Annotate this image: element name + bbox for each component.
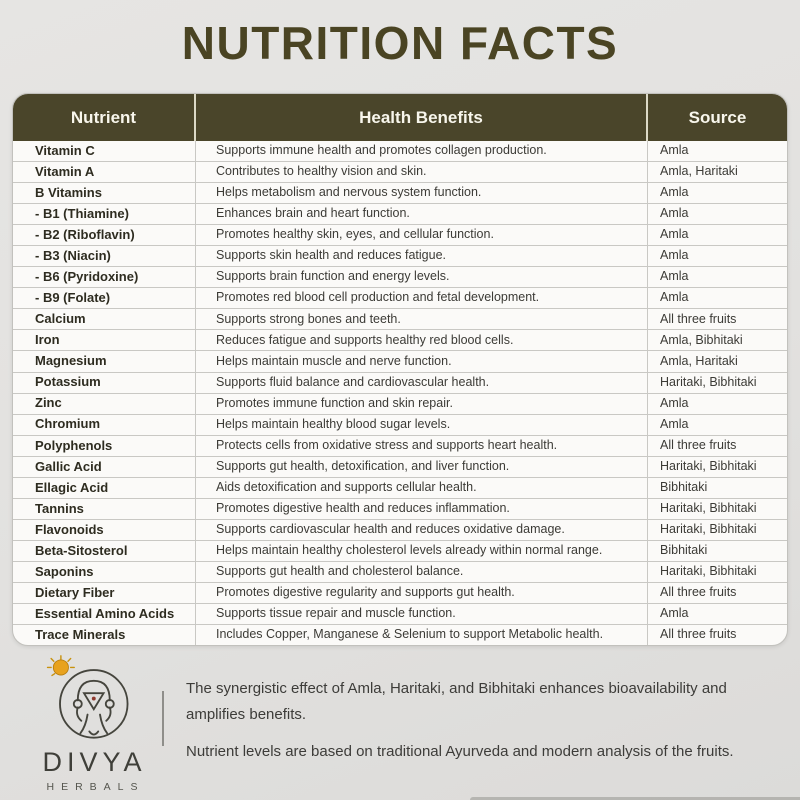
table-cell-nutrient: Zinc (13, 394, 196, 414)
table-cell-source: Amla (660, 227, 689, 242)
table-cell-benefit: Supports brain function and energy levels. (196, 267, 648, 287)
table-cell-nutrient: Iron (13, 330, 196, 350)
table-cell-nutrient: B Vitamins (13, 183, 196, 203)
table-cell-source: Amla (660, 248, 689, 263)
table-cell-nutrient: Flavonoids (13, 520, 196, 540)
table-cell-nutrient: - B9 (Folate) (13, 288, 196, 308)
nutrition-table (12, 93, 788, 646)
table-cell-source: Amla (660, 269, 689, 284)
table-cell-nutrient: Magnesium (13, 351, 196, 371)
table-row (13, 540, 787, 561)
table-cell-benefit: Supports strong bones and teeth. (196, 309, 648, 329)
table-cell-nutrient: Dietary Fiber (13, 583, 196, 603)
table-cell-nutrient: - B6 (Pyridoxine) (13, 267, 196, 287)
table-cell-benefit: Enhances brain and heart function. (196, 204, 648, 224)
table-cell-benefit: Supports tissue repair and muscle function. (196, 604, 648, 624)
table-cell-source: Haritaki, Bibhitaki (660, 374, 757, 389)
table-body (13, 141, 787, 645)
table-cell-source: Bibhitaki (660, 479, 708, 494)
footer-notes (186, 676, 786, 775)
divya-herbals-logo-icon (42, 655, 142, 751)
table-cell-benefit: Helps maintain healthy blood sugar levels. (196, 415, 648, 435)
table-cell-benefit: Helps maintain muscle and nerve function. (196, 351, 648, 371)
table-row (13, 308, 787, 329)
table-row (13, 456, 787, 477)
column-header-health-benefits: Health Benefits (196, 94, 648, 141)
table-cell-nutrient: - B3 (Niacin) (13, 246, 196, 266)
table-cell-benefit: Promotes digestive health and reduces inflammation. (196, 499, 648, 519)
table-cell-benefit: Supports skin health and reduces fatigue. (196, 246, 648, 266)
sun-icon (48, 656, 75, 676)
table-cell-nutrient: - B1 (Thiamine) (13, 204, 196, 224)
table-row (13, 161, 787, 182)
table-cell-nutrient: Trace Minerals (13, 625, 196, 645)
table-row (13, 561, 787, 582)
table-cell-source: All three fruits (660, 311, 737, 326)
table-cell-benefit: Includes Copper, Manganese & Selenium to support Metabolic health. (196, 625, 648, 645)
table-cell-nutrient: Essential Amino Acids (13, 604, 196, 624)
table-row (13, 435, 787, 456)
table-cell-benefit: Supports gut health and cholesterol balance. (196, 562, 648, 582)
table-row (13, 519, 787, 540)
table-row (13, 624, 787, 645)
vertical-divider (162, 691, 164, 746)
table-cell-source: Haritaki, Bibhitaki (660, 521, 757, 536)
table-row (13, 287, 787, 308)
table-cell-nutrient: Calcium (13, 309, 196, 329)
table-cell-benefit: Supports fluid balance and cardiovascular health. (196, 373, 648, 393)
table-row (13, 393, 787, 414)
table-cell-source: Amla (660, 206, 689, 221)
footer (0, 655, 800, 800)
column-header-source: Source (688, 107, 747, 127)
table-cell-benefit: Reduces fatigue and supports healthy red blood cells. (196, 330, 648, 350)
table-cell-nutrient: Beta-Sitosterol (13, 541, 196, 561)
table-cell-benefit: Helps maintain healthy cholesterol levels already within normal range. (196, 541, 648, 561)
table-cell-source: Amla (660, 143, 689, 158)
table-cell-nutrient: Tannins (13, 499, 196, 519)
table-row (13, 141, 787, 161)
brand-subname: HERBALS (46, 781, 145, 793)
table-cell-source: Haritaki, Bibhitaki (660, 458, 757, 473)
table-cell-nutrient: Ellagic Acid (13, 478, 196, 498)
table-cell-benefit: Promotes digestive regularity and supports gut health. (196, 583, 648, 603)
table-row (13, 350, 787, 371)
table-row (13, 203, 787, 224)
table-row (13, 224, 787, 245)
table-cell-source: Haritaki, Bibhitaki (660, 500, 757, 515)
table-row (13, 266, 787, 287)
table-row (13, 477, 787, 498)
table-cell-source: All three fruits (660, 627, 737, 642)
table-cell-source: Amla, Haritaki (660, 164, 738, 179)
column-header-nutrient: Nutrient (13, 94, 196, 141)
table-row (13, 414, 787, 435)
table-cell-nutrient: Potassium (13, 373, 196, 393)
table-row (13, 582, 787, 603)
table-cell-nutrient: Polyphenols (13, 436, 196, 456)
table-cell-benefit: Promotes healthy skin, eyes, and cellular function. (196, 225, 648, 245)
table-cell-source: Amla, Bibhitaki (660, 332, 743, 347)
brand-logo (34, 655, 150, 793)
table-row (13, 372, 787, 393)
table-cell-benefit: Protects cells from oxidative stress and supports heart health. (196, 436, 648, 456)
table-header-row (13, 94, 787, 141)
table-cell-benefit: Supports gut health, detoxification, and liver function. (196, 457, 648, 477)
table-cell-nutrient: Saponins (13, 562, 196, 582)
table-cell-benefit: Aids detoxification and supports cellular health. (196, 478, 648, 498)
table-cell-nutrient: Chromium (13, 415, 196, 435)
table-cell-benefit: Supports cardiovascular health and reduces oxidative damage. (196, 520, 648, 540)
table-cell-benefit: Promotes immune function and skin repair. (196, 394, 648, 414)
table-cell-nutrient: Vitamin A (13, 162, 196, 182)
table-cell-nutrient: Gallic Acid (13, 457, 196, 477)
table-cell-source: Amla (660, 185, 689, 200)
table-cell-source: Bibhitaki (660, 543, 708, 558)
table-cell-source: All three fruits (660, 585, 737, 600)
table-cell-source: Amla, Haritaki (660, 353, 738, 368)
table-cell-nutrient: - B2 (Riboflavin) (13, 225, 196, 245)
table-cell-source: Amla (660, 395, 689, 410)
table-cell-source: Haritaki, Bibhitaki (660, 564, 757, 579)
table-row (13, 329, 787, 350)
table-row (13, 498, 787, 519)
analysis-note: Nutrient levels are based on traditional Ayurveda and modern analysis of the fruits. (186, 742, 734, 760)
table-row (13, 182, 787, 203)
brand-name: DIVYA (42, 747, 147, 777)
page-title: NUTRITION FACTS (181, 17, 619, 69)
table-cell-source: Amla (660, 290, 689, 305)
table-cell-source: Amla (660, 606, 689, 621)
table-cell-benefit: Helps metabolism and nervous system function. (196, 183, 648, 203)
table-cell-benefit: Supports immune health and promotes collagen production. (196, 141, 648, 161)
table-cell-benefit: Promotes red blood cell production and fetal development. (196, 288, 648, 308)
synergy-note: The synergistic effect of Amla, Haritaki, and Bibhitaki enhances bioavailability and amplifies benefits. (186, 680, 727, 723)
table-cell-source: Amla (660, 416, 689, 431)
table-row (13, 245, 787, 266)
table-cell-nutrient: Vitamin C (13, 141, 196, 161)
table-cell-benefit: Contributes to healthy vision and skin. (196, 162, 648, 182)
table-row (13, 603, 787, 624)
table-cell-source: All three fruits (660, 437, 737, 452)
